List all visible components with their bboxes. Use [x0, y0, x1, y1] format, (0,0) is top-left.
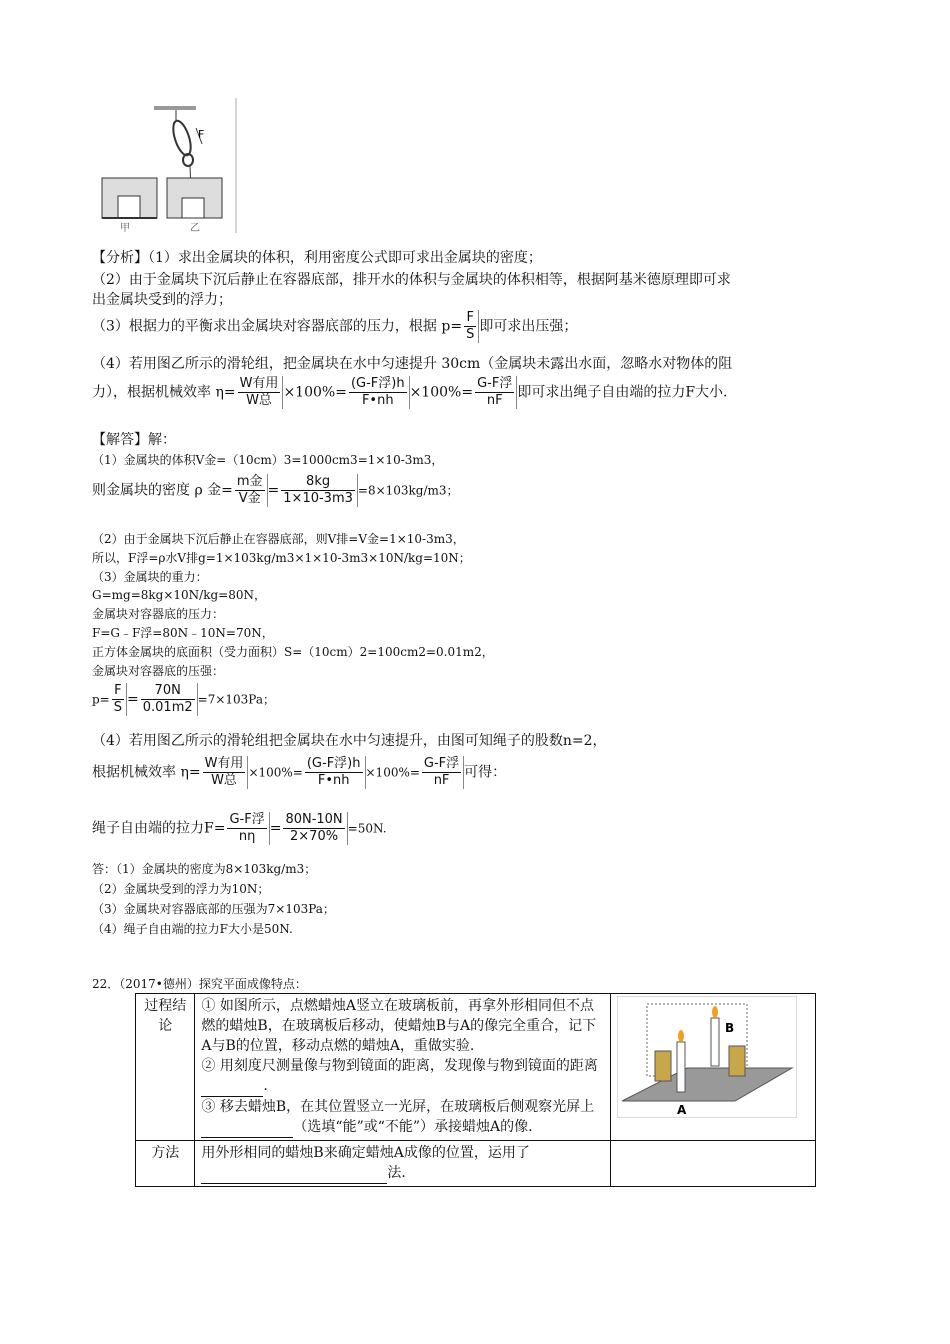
solution-line-10: 金属块对容器底的压强：: [92, 664, 225, 678]
question-22-table: [135, 993, 816, 1187]
fraction-f-s: [462, 310, 479, 343]
solution-line-13: [92, 756, 506, 789]
figure-cell: [611, 994, 816, 1141]
analysis-line-1: 【分析】（1）求出金属块的体积，利用密度公式即可求出金属块的密度；: [92, 250, 542, 266]
pulley-figure: [92, 98, 238, 233]
fraction: [201, 756, 249, 789]
text: ×100%=: [365, 765, 420, 780]
step-1: ① 如图所示，点燃蜡烛A竖立在玻璃板前，再拿外形相同但不点燃的蜡烛B，在玻璃板后移动，使蜡烛B与A的像完全重合，记下A与B的位置，移动点燃的蜡烛A，重做实验.: [201, 998, 597, 1054]
solution-line-12: （4）若用图乙所示的滑轮组把金属块在水中匀速提升，由图可知绳子的股数n=2，: [92, 733, 607, 749]
solution-head: 【解答】解：: [92, 432, 176, 448]
denominator: 0.01m2: [142, 700, 193, 715]
fraction: [473, 376, 517, 409]
denominator: nη: [238, 829, 256, 844]
text: 绳子自由端的拉力F=: [92, 820, 226, 837]
text: =50N.: [347, 821, 387, 836]
fraction: [279, 474, 358, 507]
candle-mirror-figure: [617, 996, 797, 1118]
text: .: [263, 1078, 268, 1094]
analysis-line-2: （2）由于金属块下沉后静止在容器底部，排开水的体积与金属块的体积相等，根据阿基米德原理即可求: [92, 272, 731, 288]
label-a: A: [677, 1103, 687, 1117]
text: ×100%=: [283, 384, 347, 401]
text: 则金属块的密度 ρ 金=: [92, 482, 233, 499]
text: =: [127, 691, 139, 708]
analysis-line-4: [92, 310, 577, 343]
text: ③ 移去蜡烛B，在其位置竖立一光屏，在玻璃板后侧观察光屏上: [201, 1099, 595, 1115]
text: =: [267, 482, 280, 499]
row-head-process: 过程结论: [136, 994, 195, 1141]
numerator: W有用: [239, 376, 279, 391]
numerator: F: [112, 683, 124, 700]
text: 即可求出绳子自由端的拉力F大小.: [517, 384, 728, 401]
table-row: [136, 1141, 816, 1187]
analysis-line-3: 出金属块受到的浮力；: [92, 292, 232, 308]
fraction: [347, 376, 410, 409]
force-label: F: [198, 128, 205, 141]
denominator: F•nh: [361, 393, 394, 408]
fraction: [236, 376, 284, 409]
question-22-title: 22．（2017•德州）探究平面成像特点：: [92, 977, 307, 991]
solution-line-4: 所以，F浮=ρ水V排g=1×103kg/m3×1×10-3m3×10N/kg=10N；: [92, 551, 471, 565]
solution-line-8: F=G﹣F浮=80N﹣10N=70N，: [92, 626, 274, 640]
answer-line-2: （2）金属块受到的浮力为10N；: [92, 882, 270, 896]
numerator: 8kg: [281, 474, 355, 491]
label-jia: 甲: [120, 223, 130, 233]
solution-line-11: [92, 683, 275, 716]
text: ×100%=: [248, 765, 303, 780]
fraction: [281, 812, 347, 845]
numerator: m金: [236, 474, 263, 489]
text: 法.: [387, 1165, 406, 1181]
text: ×100%=: [409, 384, 474, 401]
text: （选填“能”或“不能”）承接蜡烛A的像.: [293, 1119, 533, 1135]
text: ② 用刻度尺测量像与物到镜面的距离，发现像与物到镜面的距离: [201, 1058, 598, 1074]
text: =7×103Pa；: [197, 692, 275, 707]
denominator: 2×70%: [290, 829, 339, 844]
numerator: G-F浮: [229, 812, 265, 827]
answer-line-1: 答：（1）金属块的密度为8×103kg/m3；: [92, 862, 317, 876]
solution-line-6: G=mg=8kg×10N/kg=80N，: [92, 588, 266, 602]
fraction: [225, 812, 269, 845]
label-b: B: [725, 1021, 735, 1035]
answer-blank-screen[interactable]: [201, 1117, 293, 1138]
answer-line-3: （3）金属块对容器底部的压强为7×103Pa；: [92, 902, 335, 916]
answer-line-4: （4）绳子自由端的拉力F大小是50N.: [92, 922, 293, 936]
solution-line-3: （2）由于金属块下沉后静止在容器底部，则V排=V金=1×10-3m3，: [92, 532, 465, 546]
denominator: nF: [433, 773, 450, 788]
denominator: V金: [238, 491, 261, 506]
fraction: [420, 756, 464, 789]
answer-blank-method[interactable]: [201, 1163, 387, 1184]
analysis-line-6: [92, 376, 728, 409]
process-cell: [195, 994, 611, 1141]
denominator: S: [113, 700, 123, 715]
text: 可得：: [464, 764, 507, 781]
denominator: S: [466, 327, 475, 342]
text: =8×103kg/m3；: [357, 483, 459, 498]
fraction: [233, 474, 268, 507]
text: 力），根据机械效率 η=: [92, 384, 236, 401]
numerator: W有用: [204, 756, 244, 771]
numerator: F: [464, 310, 476, 327]
empty-cell: [611, 1141, 816, 1187]
method-cell: [195, 1141, 611, 1187]
fraction: [110, 683, 127, 716]
row-head-method: 方法: [136, 1141, 195, 1187]
method-blank-line: [201, 1163, 604, 1184]
text: p=: [92, 692, 110, 707]
step-2: [201, 1056, 604, 1097]
denominator: F•nh: [317, 773, 350, 788]
denominator: 1×10-3m3: [283, 491, 353, 506]
numerator: (G-F浮)h: [350, 376, 405, 391]
text: 根据机械效率 η=: [92, 764, 201, 781]
denominator: W总: [246, 393, 272, 408]
text: （3）根据力的平衡求出金属块对容器底部的压力，根据 p=: [92, 318, 463, 335]
fraction: [303, 756, 366, 789]
text: 即可求出压强；: [479, 318, 578, 335]
numerator: G-F浮: [423, 756, 460, 771]
fraction: [139, 683, 198, 716]
solution-line-9: 正方体金属块的底面积（受力面积）S=（10cm）2=100cm2=0.01m2，: [92, 645, 494, 659]
answer-blank-distance[interactable]: [201, 1076, 263, 1097]
solution-line-1: （1）金属块的体积V金=（10cm）3=1000cm3=1×10-3m3，: [92, 453, 444, 467]
numerator: (G-F浮)h: [306, 756, 361, 771]
numerator: 70N: [141, 683, 195, 700]
table-row: [136, 994, 816, 1141]
solution-line-5: （3）金属块的重力：: [92, 570, 208, 584]
denominator: nF: [486, 393, 503, 408]
analysis-line-5: （4）若用图乙所示的滑轮组，把金属块在水中匀速提升 30cm（金属块未露出水面，忽略水对物体的阻: [92, 356, 733, 372]
numerator: G-F浮: [477, 376, 513, 391]
solution-line-2: [92, 474, 459, 507]
step-3: [201, 1097, 604, 1138]
solution-line-7: 金属块对容器底的压力：: [92, 607, 225, 621]
solution-line-14: [92, 812, 387, 845]
method-text: 用外形相同的蜡烛B来确定蜡烛A成像的位置，运用了: [201, 1145, 530, 1161]
numerator: 80N-10N: [285, 812, 343, 827]
label-yi: 乙: [190, 223, 200, 233]
text: =: [269, 820, 282, 837]
denominator: W总: [211, 773, 237, 788]
